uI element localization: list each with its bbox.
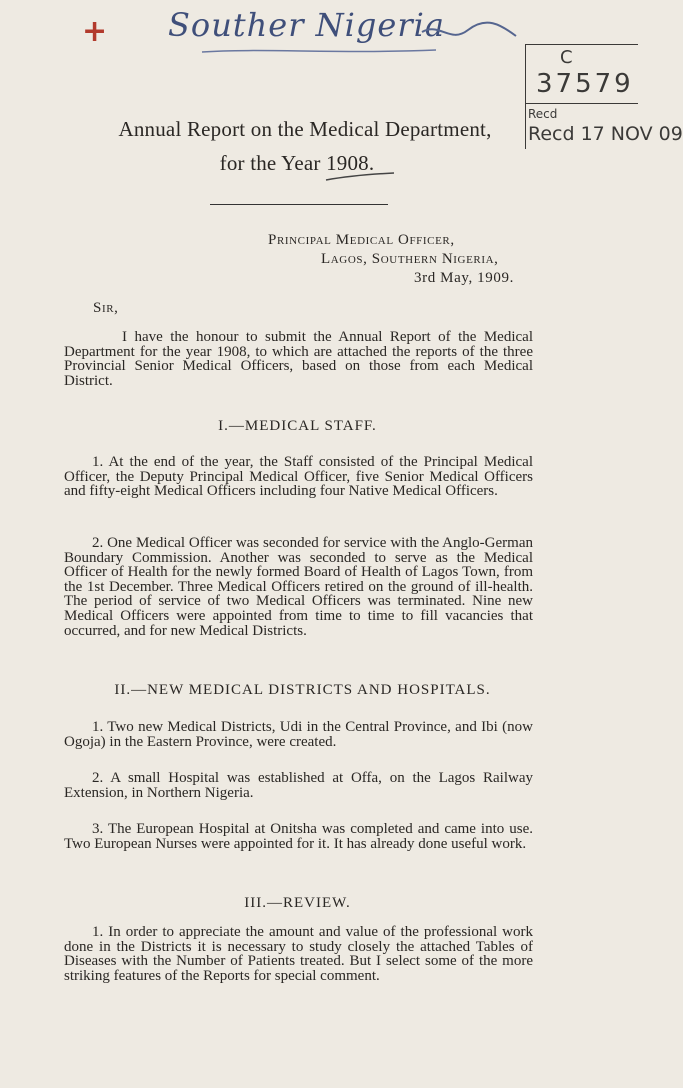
section1-paragraph1: 1. At the end of the year, the Staff consisted of the Principal Medical Officer, the Deputy Principal Medical Officer, five Senior Medical Officers and fifty-eight Medical Officers including four Native Medical Officers. xyxy=(64,454,533,500)
report-title-line2: for the Year 1908. xyxy=(219,151,375,175)
section2-paragraph2: 2. A small Hospital was established at Offa, on the Lagos Railway Extension, in Northern Nigeria. xyxy=(64,770,533,801)
salutation: Sir, xyxy=(93,300,119,316)
section1-paragraph2: 2. One Medical Officer was seconded for service with the Anglo-German Boundary Commission. Another was seconded to serve as the Medical Officer of Health for the newly formed Board of Health of Lagos Town, from the 1st December. Three Medical Officers retired on the ground of ill-health. The period of service of two Medical Officers was terminated. Nine new Medical Officers were appointed from time to time to fill vacancies that occurred, and for new Medical Districts. xyxy=(64,535,533,639)
address-line1: Principal Medical Officer, xyxy=(268,232,455,248)
handwriting-underline xyxy=(200,44,440,58)
handwritten-note: Souther Nigeria xyxy=(168,6,445,44)
stamp-number: 37579 xyxy=(536,69,634,99)
section-heading-new-districts: II.—NEW MEDICAL DISTRICTS AND HOSPITALS. xyxy=(114,682,491,698)
report-title-line1: Annual Report on the Medical Department, xyxy=(118,117,492,141)
title-rule xyxy=(210,204,388,205)
title-pencil-underline xyxy=(324,170,396,184)
margin-mark: + xyxy=(82,14,108,49)
section2-paragraph1: 1. Two new Medical Districts, Udi in the Central Province, and Ibi (now Ogoja) in the Eastern Province, were created. xyxy=(64,719,533,750)
intro-paragraph: I have the honour to submit the Annual Report of the Medical Department for the year 1908, to which are attached the reports of the three Provincial Senior Medical Officers, based on those from each Medical District. xyxy=(64,329,533,389)
stamp-received-2: Recd 17 NOV 09 xyxy=(528,123,683,145)
section-heading-review: III.—REVIEW. xyxy=(244,895,351,911)
address-line3: 3rd May, 1909. xyxy=(414,270,514,286)
address-line2: Lagos, Southern Nigeria, xyxy=(321,251,499,267)
section3-paragraph1: 1. In order to appreciate the amount and value of the professional work done in the Districts it is necessary to study closely the attached Tables of Diseases with the Number of Patients treated. But I select some of the more striking features of the Reports for special comment. xyxy=(64,924,533,984)
stamp-divider xyxy=(526,103,638,104)
stamp-line1: C xyxy=(560,47,573,68)
section-heading-medical-staff: I.—MEDICAL STAFF. xyxy=(218,418,377,434)
section2-paragraph3: 3. The European Hospital at Onitsha was completed and came into use. Two European Nurses were appointed for it. It has already done useful work. xyxy=(64,821,533,852)
stamp-received-1: Recd xyxy=(528,107,558,121)
